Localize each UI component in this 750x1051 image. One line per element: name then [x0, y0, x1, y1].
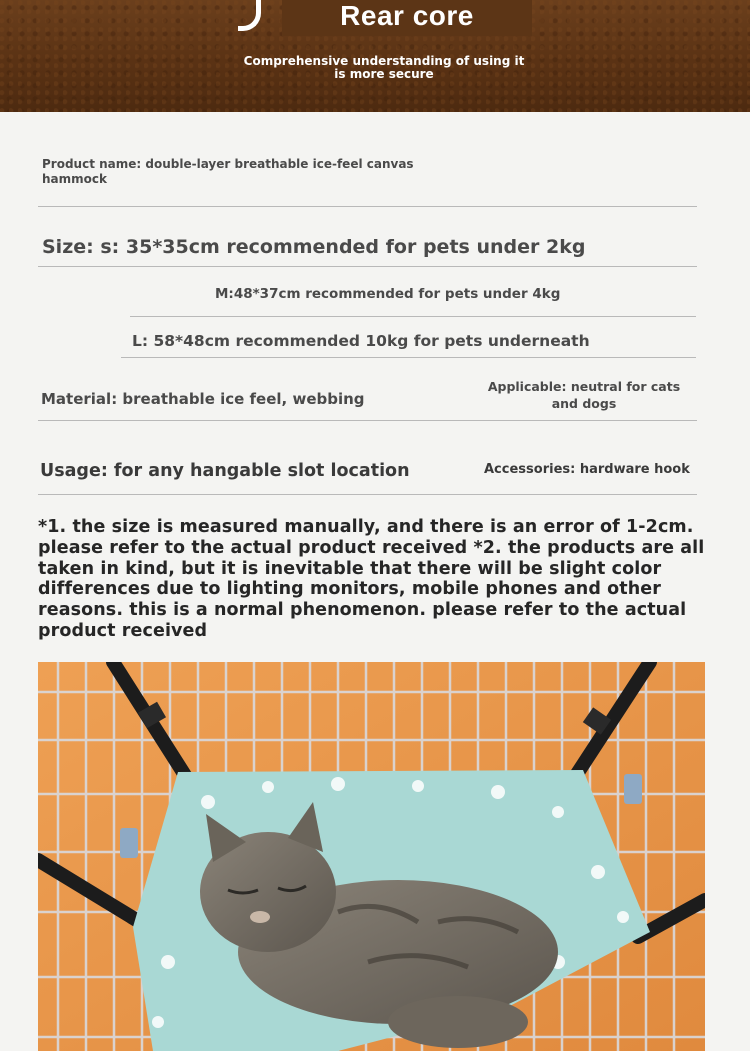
product-photo: [38, 662, 705, 1051]
disclaimer-note: *1. the size is measured manually, and there is an error of 1-2cm. please refer to the actual product received *2. the products are all taken in kind, but it is inevitable that there will be slight color differences due to lighting monitors, mobile phones and other reasons. this is a normal phenomenon. please refer to the actual product received: [38, 517, 705, 641]
material: Material: breathable ice feel, webbing: [41, 390, 365, 408]
banner-title: Rear core: [340, 0, 474, 31]
divider: [38, 420, 697, 421]
hook-icon: [238, 0, 261, 31]
divider: [121, 357, 696, 358]
cage-clip-right: [624, 774, 642, 804]
divider: [38, 206, 697, 207]
cage-clip-left: [120, 828, 138, 858]
size-m: M:48*37cm recommended for pets under 4kg: [215, 286, 561, 302]
usage: Usage: for any hangable slot location: [40, 461, 410, 481]
applicable: Applicable: neutral for cats and dogs: [487, 379, 681, 411]
divider: [38, 266, 697, 267]
divider: [130, 316, 696, 317]
size-s: Size: s: 35*35cm recommended for pets under 2kg: [42, 236, 586, 258]
banner-subtitle: Comprehensive understanding of using it is more secure: [243, 54, 525, 81]
title-box: [282, 0, 532, 36]
divider: [38, 494, 697, 495]
product-name: Product name: double-layer breathable ice-feel canvas hammock: [42, 157, 414, 186]
size-l: L: 58*48cm recommended 10kg for pets underneath: [132, 332, 590, 350]
accessories: Accessories: hardware hook: [484, 462, 690, 477]
header-banner: [0, 0, 750, 112]
